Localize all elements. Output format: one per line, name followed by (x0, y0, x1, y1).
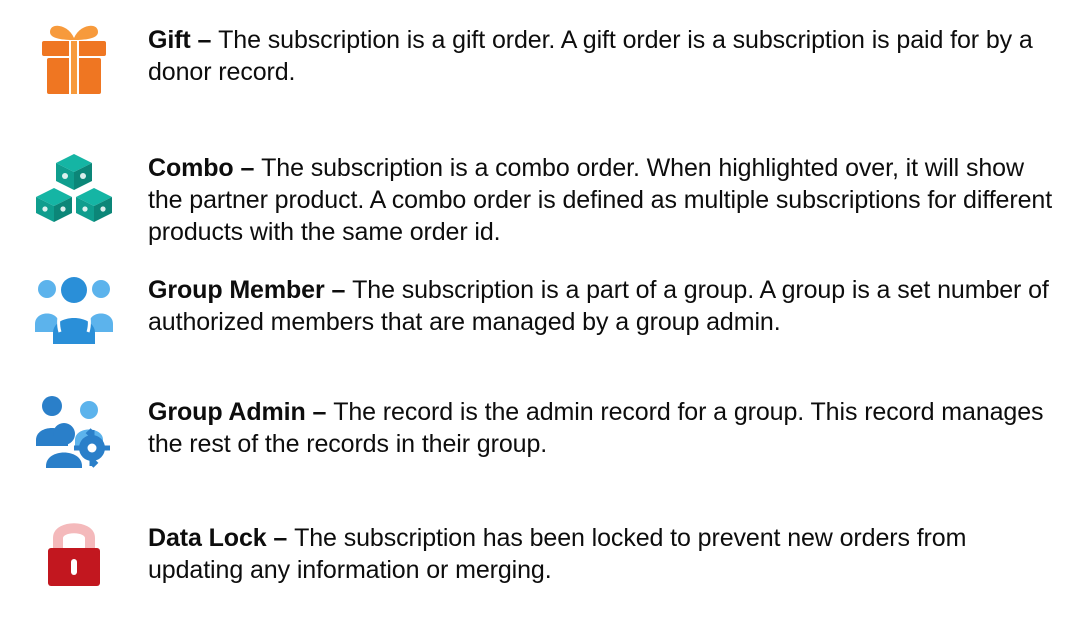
group-member-text-cell (148, 266, 1073, 338)
legend-entry-text (148, 274, 1057, 338)
legend-entry-text (148, 522, 1057, 586)
data-lock-padlock-icon (34, 512, 114, 592)
list-item (0, 508, 1073, 592)
group-admin-text-cell (148, 386, 1073, 460)
list-item (0, 12, 1073, 100)
legend-term: Combo – (148, 154, 262, 182)
group-member-people-icon (34, 270, 114, 350)
data-lock-icon-cell (0, 508, 148, 592)
combo-boxes-icon (34, 148, 114, 228)
list-item (0, 138, 1073, 248)
gift-text-cell (148, 12, 1073, 88)
legend-entry-text (148, 24, 1057, 88)
group-admin-icon-cell (0, 386, 148, 470)
group-admin-people-gear-icon (34, 390, 114, 470)
data-lock-text-cell (148, 508, 1073, 586)
legend-term: Group Member – (148, 276, 353, 304)
legend-entry-text (148, 396, 1057, 460)
legend-term: Data Lock – (148, 524, 295, 552)
legend-description: The subscription has been locked to prevent new orders from updating any information or merging. (148, 524, 967, 584)
legend-term: Group Admin – (148, 398, 334, 426)
gift-icon (34, 20, 114, 100)
legend-entry-text (148, 152, 1057, 248)
legend-description: The subscription is a part of a group. A group is a set number of authorized members that are managed by a group admin. (148, 276, 1049, 336)
gift-icon-cell (0, 12, 148, 100)
combo-icon-cell (0, 138, 148, 228)
legend-description: The subscription is a combo order. When highlighted over, it will show the partner product. A combo order is defined as multiple subscriptions for different products with the same order id. (148, 154, 1053, 246)
list-item (0, 266, 1073, 350)
combo-text-cell (148, 138, 1073, 248)
legend-list (0, 12, 1073, 592)
legend-description: The record is the admin record for a group. This record manages the rest of the records in their group. (148, 398, 1044, 458)
legend-term: Gift – (148, 26, 219, 54)
group-member-icon-cell (0, 266, 148, 350)
legend-description: The subscription is a gift order. A gift order is a subscription is paid for by a donor record. (148, 26, 1033, 86)
list-item (0, 386, 1073, 470)
